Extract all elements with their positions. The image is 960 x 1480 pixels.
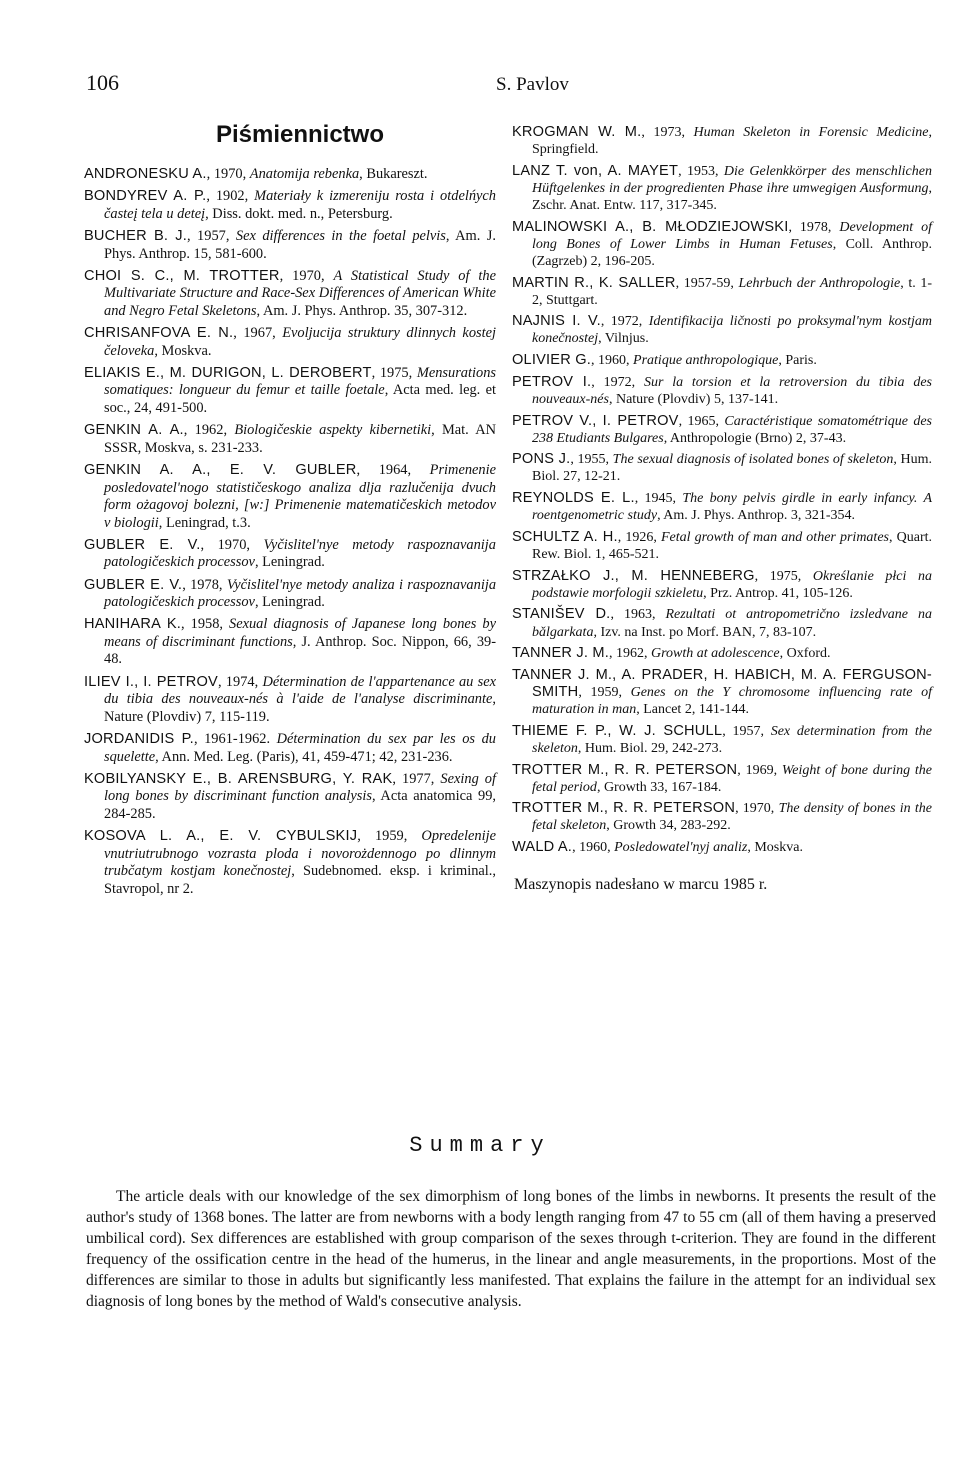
reference-source: , Acta anatomica 99, 284-285. xyxy=(104,788,496,822)
reference-title: Détermination du sex par les os du squelette xyxy=(104,731,496,765)
reference-authors: KROGMAN W. M. xyxy=(512,124,642,140)
running-author: S. Pavlov xyxy=(496,74,569,95)
reference-title: Human Skeleton in Forensic Medicine xyxy=(693,125,929,140)
page-number: 106 xyxy=(86,70,119,95)
reference-authors: HANIHARA K. xyxy=(84,616,182,633)
reference-year: , 1975, xyxy=(754,568,813,584)
references-column-left xyxy=(84,120,496,903)
reference-authors: TROTTER M., R. R. PETERSON xyxy=(512,800,736,817)
reference-title: Sexing of long bones by discriminant function analysis xyxy=(104,770,497,805)
reference-source: , Prz. Antrop. 41, 105-126. xyxy=(703,585,853,601)
reference-authors: JORDANIDIS P. xyxy=(84,731,194,748)
reference-source: , Springfield. xyxy=(532,125,932,158)
reference-authors: ANDRONESKU A. xyxy=(84,166,207,182)
reference-entry xyxy=(84,166,496,184)
reference-authors: CHOI S. C., M. TROTTER xyxy=(84,267,280,284)
reference-entry xyxy=(84,828,496,898)
reference-entry xyxy=(84,228,496,263)
reference-title: Posledowatel'nyj analiz xyxy=(614,840,748,856)
reference-entry xyxy=(512,413,932,447)
reference-entry xyxy=(512,839,932,856)
reference-source: , Nature (Plovdiv) 5, 137-141. xyxy=(608,391,779,407)
reference-entry xyxy=(512,723,932,757)
reference-entry xyxy=(512,667,932,718)
reference-title: Vyčislitel'nye metody analiza i raspoznavanija patologičeskich processov xyxy=(104,576,497,611)
reference-authors: NAJNIS I. V. xyxy=(512,313,601,330)
reference-title: Primenenie posledovatel'nogo statističeskogo analiza dlja razlučenija dvuch form ożagovoj bolezni, [w:] Primenenie matematičeskich metodov v biologii xyxy=(104,462,496,531)
reference-year: , 1964, xyxy=(356,462,430,479)
reference-entry xyxy=(84,422,496,457)
reference-year: , 1957-59, xyxy=(675,275,739,291)
reference-entry xyxy=(84,616,496,669)
reference-authors: ELIAKIS E., M. DURIGON, L. DEROBERT xyxy=(84,364,372,381)
references-heading: Piśmiennictwo xyxy=(215,121,385,148)
reference-title: Określanie płci na podstawie morfologii szkieletu xyxy=(532,568,933,601)
reference-year: , 1974, xyxy=(217,673,263,690)
reference-source: , Diss. dokt. med. n., Petersburg. xyxy=(205,205,393,222)
reference-source: , Growth 34, 283-292. xyxy=(606,818,731,834)
references-list-left xyxy=(84,166,496,898)
reference-year: , 1960, xyxy=(572,840,615,856)
reference-year: , 1972, xyxy=(591,374,644,390)
reference-year: , 1959, xyxy=(357,828,422,845)
reference-year: , 1967, xyxy=(233,325,283,342)
reference-entry xyxy=(84,537,496,572)
reference-source: , Lancet 2, 141-144. xyxy=(636,702,749,718)
reference-entry xyxy=(512,124,932,158)
received-note: Maszynopis nadesłano w marcu 1985 r. xyxy=(514,876,768,894)
reference-year: , 1973, xyxy=(641,125,694,140)
reference-title: Genes on the Y chromosome influencing rate of maturation in man xyxy=(532,685,932,718)
reference-source: , Moskva. xyxy=(747,840,803,856)
reference-title: Lehrbuch der Anthropologie xyxy=(738,275,901,291)
reference-entry xyxy=(512,313,932,347)
reference-source: , Sudebnomed. eksp. i kriminal., Stavropol, nr 2. xyxy=(104,863,496,897)
reference-authors: OLIVIER G. xyxy=(512,352,592,369)
reference-title: The bony pelvis girdle in early infancy. A roentgenometric study xyxy=(532,491,933,524)
reference-year: , 1960, xyxy=(591,353,634,369)
reference-title: Development of long Bones of Lower Limbs in Human Fetuses xyxy=(532,219,932,252)
reference-entry xyxy=(84,577,496,612)
reference-authors: MARTIN R., K. SALLER xyxy=(512,274,676,291)
reference-title: Sex differences in the foetal pelvis xyxy=(235,228,446,245)
reference-title: Rezultati ot antropometrično izsledvane na bǎlgarkata xyxy=(532,607,932,640)
reference-year: , 1957, xyxy=(722,723,771,739)
reference-year: , 1962, xyxy=(183,422,235,439)
reference-authors: REYNOLDS E. L. xyxy=(512,490,635,507)
reference-source: , Nature (Plovdiv) 7, 115-119. xyxy=(104,691,496,725)
reference-year: , 1926, xyxy=(617,529,661,545)
reference-authors: SCHULTZ A. H. xyxy=(512,528,618,545)
reference-entry xyxy=(512,374,932,408)
reference-source: , Bukareszt. xyxy=(359,166,428,182)
reference-source: , Am. J. Phys. Anthrop. 15, 581-600. xyxy=(104,228,496,262)
reference-authors: BONDYREV A. P. xyxy=(84,188,207,205)
reference-entry xyxy=(84,268,496,321)
reference-authors: MALINOWSKI A., B. MŁODZIEJOWSKI xyxy=(512,218,789,235)
reference-entry xyxy=(84,365,496,418)
reference-title: Growth at adolescence xyxy=(651,646,780,662)
reference-entry xyxy=(512,275,932,309)
reference-year: , 1958, xyxy=(181,616,230,633)
reference-source: , Mat. AN SSSR, Moskva, s. 231-233. xyxy=(104,422,497,456)
reference-authors: PETROV I. xyxy=(512,373,592,390)
reference-year: , 1970, xyxy=(206,166,250,182)
reference-source: , Am. J. Phys. Anthrop. 3, 321-354. xyxy=(657,508,856,524)
reference-source: , Quart. Rew. Biol. 1, 465-521. xyxy=(532,529,932,562)
reference-title: Materiały k izmereniju rosta i otdelńych časteį tela u deteį xyxy=(104,188,496,222)
reference-authors: TROTTER M., R. R. PETERSON xyxy=(512,761,738,778)
reference-source: , Ann. Med. Leg. (Paris), 41, 459-471; 42, 231-236. xyxy=(155,748,453,765)
reference-entry xyxy=(512,219,932,270)
reference-entry xyxy=(512,490,932,524)
reference-year: , 1969, xyxy=(737,762,782,778)
reference-title: Fetal growth of man and other primates xyxy=(661,529,889,545)
reference-source: , Hum. Biol. 29, 242-273. xyxy=(577,740,723,756)
reference-year: , 1902, xyxy=(206,188,255,205)
reference-title: Mensurations somatiques: longueur du femur et taille foetale xyxy=(104,364,496,399)
reference-authors: TANNER J. M. xyxy=(512,645,609,662)
reference-authors: PONS J. xyxy=(512,451,571,468)
reference-source: , Oxford. xyxy=(779,646,831,662)
reference-year: , 1970, xyxy=(735,801,779,817)
reference-source: , Leningrad. xyxy=(254,554,325,571)
summary-text: The article deals with our knowledge of the sex dimorphism of long bones of the limbs in newborns. It presents the result of the author's study of 1368 bones. The latter are from newborns with a body length ranging from 47 to 55 cm (all of them having a preserved umbilical cord). Sex differences are established with group comparison of the sexes through t-criterion. They are found in the different frequency of the ossification centre in the head of the humerus, in the linear and angle measurements, in the proportions. Most of the differences are similar to those in adults but significantly less manifested. That explains the failure in the attempt for an individual sex diagnosis of long bones by the method of Wald's consecutive analysis. xyxy=(86,1188,936,1310)
summary-title: Summary xyxy=(409,1133,551,1158)
reference-authors: KOSOVA L. A., E. V. CYBULSKIJ xyxy=(84,828,358,845)
reference-source: , Hum. Biol. 27, 12-21. xyxy=(532,452,933,485)
reference-authors: LANZ T. von, A. MAYET xyxy=(512,162,679,179)
references-column-right xyxy=(512,124,932,894)
reference-year: , 1945, xyxy=(634,491,683,507)
reference-authors: GUBLER E. V. xyxy=(84,576,183,593)
page-header xyxy=(86,70,920,110)
reference-year: , 1957, xyxy=(187,228,236,245)
reference-title: Anatomija rebenka xyxy=(249,166,360,182)
reference-source: , Am. J. Phys. Anthrop. 35, 307-312. xyxy=(256,302,468,319)
reference-entry xyxy=(84,462,496,532)
reference-entry xyxy=(512,606,932,640)
reference-source: , Acta med. leg. et soc., 24, 491-500. xyxy=(104,382,497,416)
reference-year: , 1978, xyxy=(788,219,840,235)
reference-year: , 1977, xyxy=(392,770,441,787)
reference-source: , Paris. xyxy=(778,353,817,369)
reference-entry xyxy=(512,645,932,662)
reference-source: , Growth 33, 167-184. xyxy=(596,779,722,795)
reference-entry xyxy=(84,325,496,360)
reference-title: Pratique anthropologique xyxy=(633,353,779,369)
reference-title: Caractéristique somatométrique des 238 Etudiants Bulgares xyxy=(532,413,933,446)
reference-year: , 1953, xyxy=(678,163,724,179)
reference-authors: THIEME F. P., W. J. SCHULL xyxy=(512,722,723,739)
reference-authors: ILIEV I., I. PETROV xyxy=(84,673,218,690)
reference-title: Sex determination from the skeleton xyxy=(532,723,933,756)
reference-year: , 1975, xyxy=(371,364,417,381)
reference-year: , 1955, xyxy=(570,452,613,468)
reference-entry xyxy=(84,771,496,824)
reference-source: , Moskva. xyxy=(154,342,212,359)
reference-entry xyxy=(512,451,932,485)
reference-title: Détermination de l'appartenance au sex du tibia des nouveaux-nés à l'aide de l'analyse discriminante xyxy=(104,673,496,708)
reference-year: , 1978, xyxy=(182,576,227,593)
reference-source: , Leningrad. xyxy=(254,594,325,611)
reference-entry xyxy=(512,352,932,369)
reference-year: , 1963, xyxy=(610,607,666,623)
reference-entry xyxy=(84,731,496,766)
reference-title: The sexual diagnosis of isolated bones of skeleton xyxy=(612,452,894,468)
reference-title: Identifikacija ličnosti po proksymal'nym kostjam konečnostej xyxy=(532,314,932,347)
reference-source: , Zschr. Anat. Entw. 117, 317-345. xyxy=(532,180,932,213)
reference-year: , 1961-1962. xyxy=(193,731,277,748)
reference-authors: STRZAŁKO J., M. HENNEBERG xyxy=(512,567,755,584)
reference-year: , 1970, xyxy=(279,267,334,284)
reference-authors: GENKIN A. A., E. V. GUBLER xyxy=(84,462,357,479)
reference-year: , 1972, xyxy=(600,314,649,330)
reference-authors: CHRISANFOVA E. N. xyxy=(84,325,234,342)
reference-source: , Izv. na Inst. po Morf. BAN, 7, 83-107. xyxy=(593,624,817,640)
reference-entry xyxy=(84,188,496,223)
reference-authors: GUBLER E. V. xyxy=(84,536,201,553)
reference-title: Biologičeskie aspekty kibernetiki xyxy=(234,422,432,439)
reference-entry xyxy=(84,674,496,727)
reference-title: Sur la torsion et la retroversion du tibia des nouveaux-nés xyxy=(532,374,932,407)
reference-title: The density of bones in the fetal skeleton xyxy=(532,801,933,834)
reference-source: , J. Anthrop. Soc. Nippon, 66, 39-48. xyxy=(104,633,496,668)
reference-entry xyxy=(512,163,932,214)
reference-authors: STANIŠEV D. xyxy=(512,606,611,623)
reference-source: , Vilnjus. xyxy=(598,331,649,347)
reference-year: , 1970, xyxy=(200,536,264,553)
reference-title: Opredelenije vnutriutrubnogo vozrasta ploda i novorożdennogo po dlinnym trubčatym kostjam konečnostej xyxy=(104,828,497,880)
reference-entry xyxy=(512,800,932,834)
reference-authors: GENKIN A. A. xyxy=(84,422,184,439)
reference-authors: WALD A. xyxy=(512,839,573,856)
reference-year: , 1959, xyxy=(578,685,631,701)
reference-authors: TANNER J. M., A. PRADER, H. HABICH, M. A. FERGUSON-SMITH xyxy=(512,666,932,701)
reference-year: , 1962, xyxy=(609,646,651,662)
reference-entry xyxy=(512,762,932,796)
reference-authors: KOBILYANSKY E., B. ARENSBURG, Y. RAK xyxy=(84,770,393,787)
reference-year: , 1965, xyxy=(678,413,725,429)
reference-entry xyxy=(512,529,932,563)
reference-title: Sexual diagnosis of Japanese long bones by means of discriminant functions xyxy=(104,616,496,650)
reference-source: , t. 1-2, Stuttgart. xyxy=(532,275,932,308)
reference-source: , Anthropologie (Brno) 2, 37-43. xyxy=(663,430,847,446)
reference-source: , Leningrad, t.3. xyxy=(158,514,251,531)
reference-title: A Statistical Study of the Multivariate Structure and Race-Sex Differences of American White and Negro Fetal Skeletons xyxy=(104,267,496,319)
reference-title: Vyčislitel'nye metody raspoznavanija patologičeskich processov xyxy=(104,536,496,571)
reference-title: Evoljucija struktury dlinnych kostej čeloveka xyxy=(104,325,496,359)
reference-title: Die Gelenkkörper des menschlichen Hüftgelenkes in der progredienten Phase ihre umwegigen Ausformung xyxy=(532,163,932,196)
references-list-right xyxy=(512,124,932,856)
reference-authors: PETROV V., I. PETROV xyxy=(512,412,679,429)
reference-authors: BUCHER B. J. xyxy=(84,228,187,245)
reference-title: Weight of bone during the fetal period xyxy=(532,762,932,795)
reference-entry xyxy=(512,568,932,602)
reference-source: , Coll. Anthrop. (Zagrzeb) 2, 196-205. xyxy=(532,236,932,269)
